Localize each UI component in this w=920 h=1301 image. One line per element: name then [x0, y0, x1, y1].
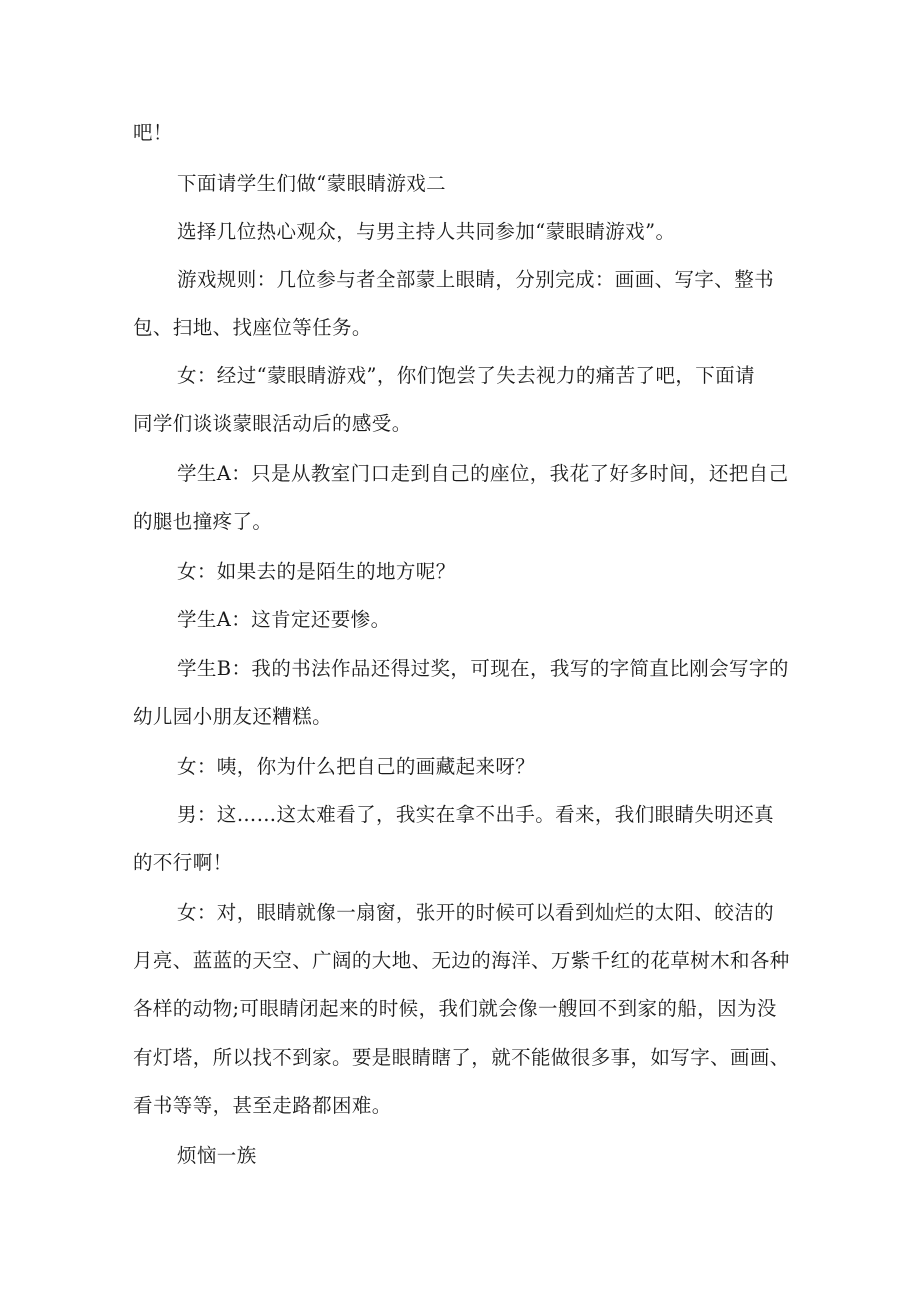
text-line: 包、扫地、找座位等任务。 [133, 316, 372, 339]
text-line: 月亮、蓝蓝的天空、广阔的大地、无边的海洋、万紫千红的花草树木和各种 [133, 949, 790, 972]
text-line: 下面请学生们做“蒙眼睛游戏二 [177, 172, 447, 195]
text-line: 选择几位热心观众，与男主持人共同参加“蒙眼睛游戏”。 [177, 220, 676, 243]
text-line: 有灯塔，所以找不到家。要是眼睛瞎了，就不能做很多事，如写字、画画、 [133, 1046, 790, 1069]
text-line: 女：如果去的是陌生的地方呢？ [177, 560, 456, 583]
text-line: 的不行啊！ [133, 851, 233, 874]
text-line: 学生B：我的书法作品还得过奖，可现在，我写的字简直比刚会写字的 [177, 657, 789, 680]
text-line: 看书等等，甚至走路都困难。 [133, 1094, 392, 1117]
text-line: 女：咦，你为什么把自己的画藏起来呀？ [177, 755, 536, 778]
text-line: 学生A：只是从教室门口走到自己的座位，我花了好多时间，还把自己 [177, 462, 789, 485]
text-line: 各样的动物;可眼睛闭起来的时候，我们就会像一艘回不到家的船，因为没 [133, 997, 777, 1020]
text-line: 同学们谈谈蒙眼活动后的感受。 [133, 412, 412, 435]
text-line: 学生A：这肯定还要惨。 [177, 608, 391, 631]
text-line: 女：对，眼睛就像一扇窗，张开的时候可以看到灿烂的太阳、皎洁的 [177, 901, 775, 924]
text-line: 男：这……这太难看了，我实在拿不出手。看来，我们眼睛失明还真 [177, 803, 775, 826]
text-line: 幼儿园小朋友还糟糕。 [133, 705, 333, 728]
text-line: 游戏规则：几位参与者全部蒙上眼睛，分别完成：画画、写字、整书 [177, 268, 775, 291]
text-line: 女：经过“蒙眼睛游戏”，你们饱尝了失去视力的痛苦了吧，下面请 [177, 364, 755, 387]
text-line: 吧！ [133, 121, 173, 144]
section-heading: 烦恼一族 [177, 1144, 257, 1167]
text-line: 的腿也撞疼了。 [133, 510, 273, 533]
